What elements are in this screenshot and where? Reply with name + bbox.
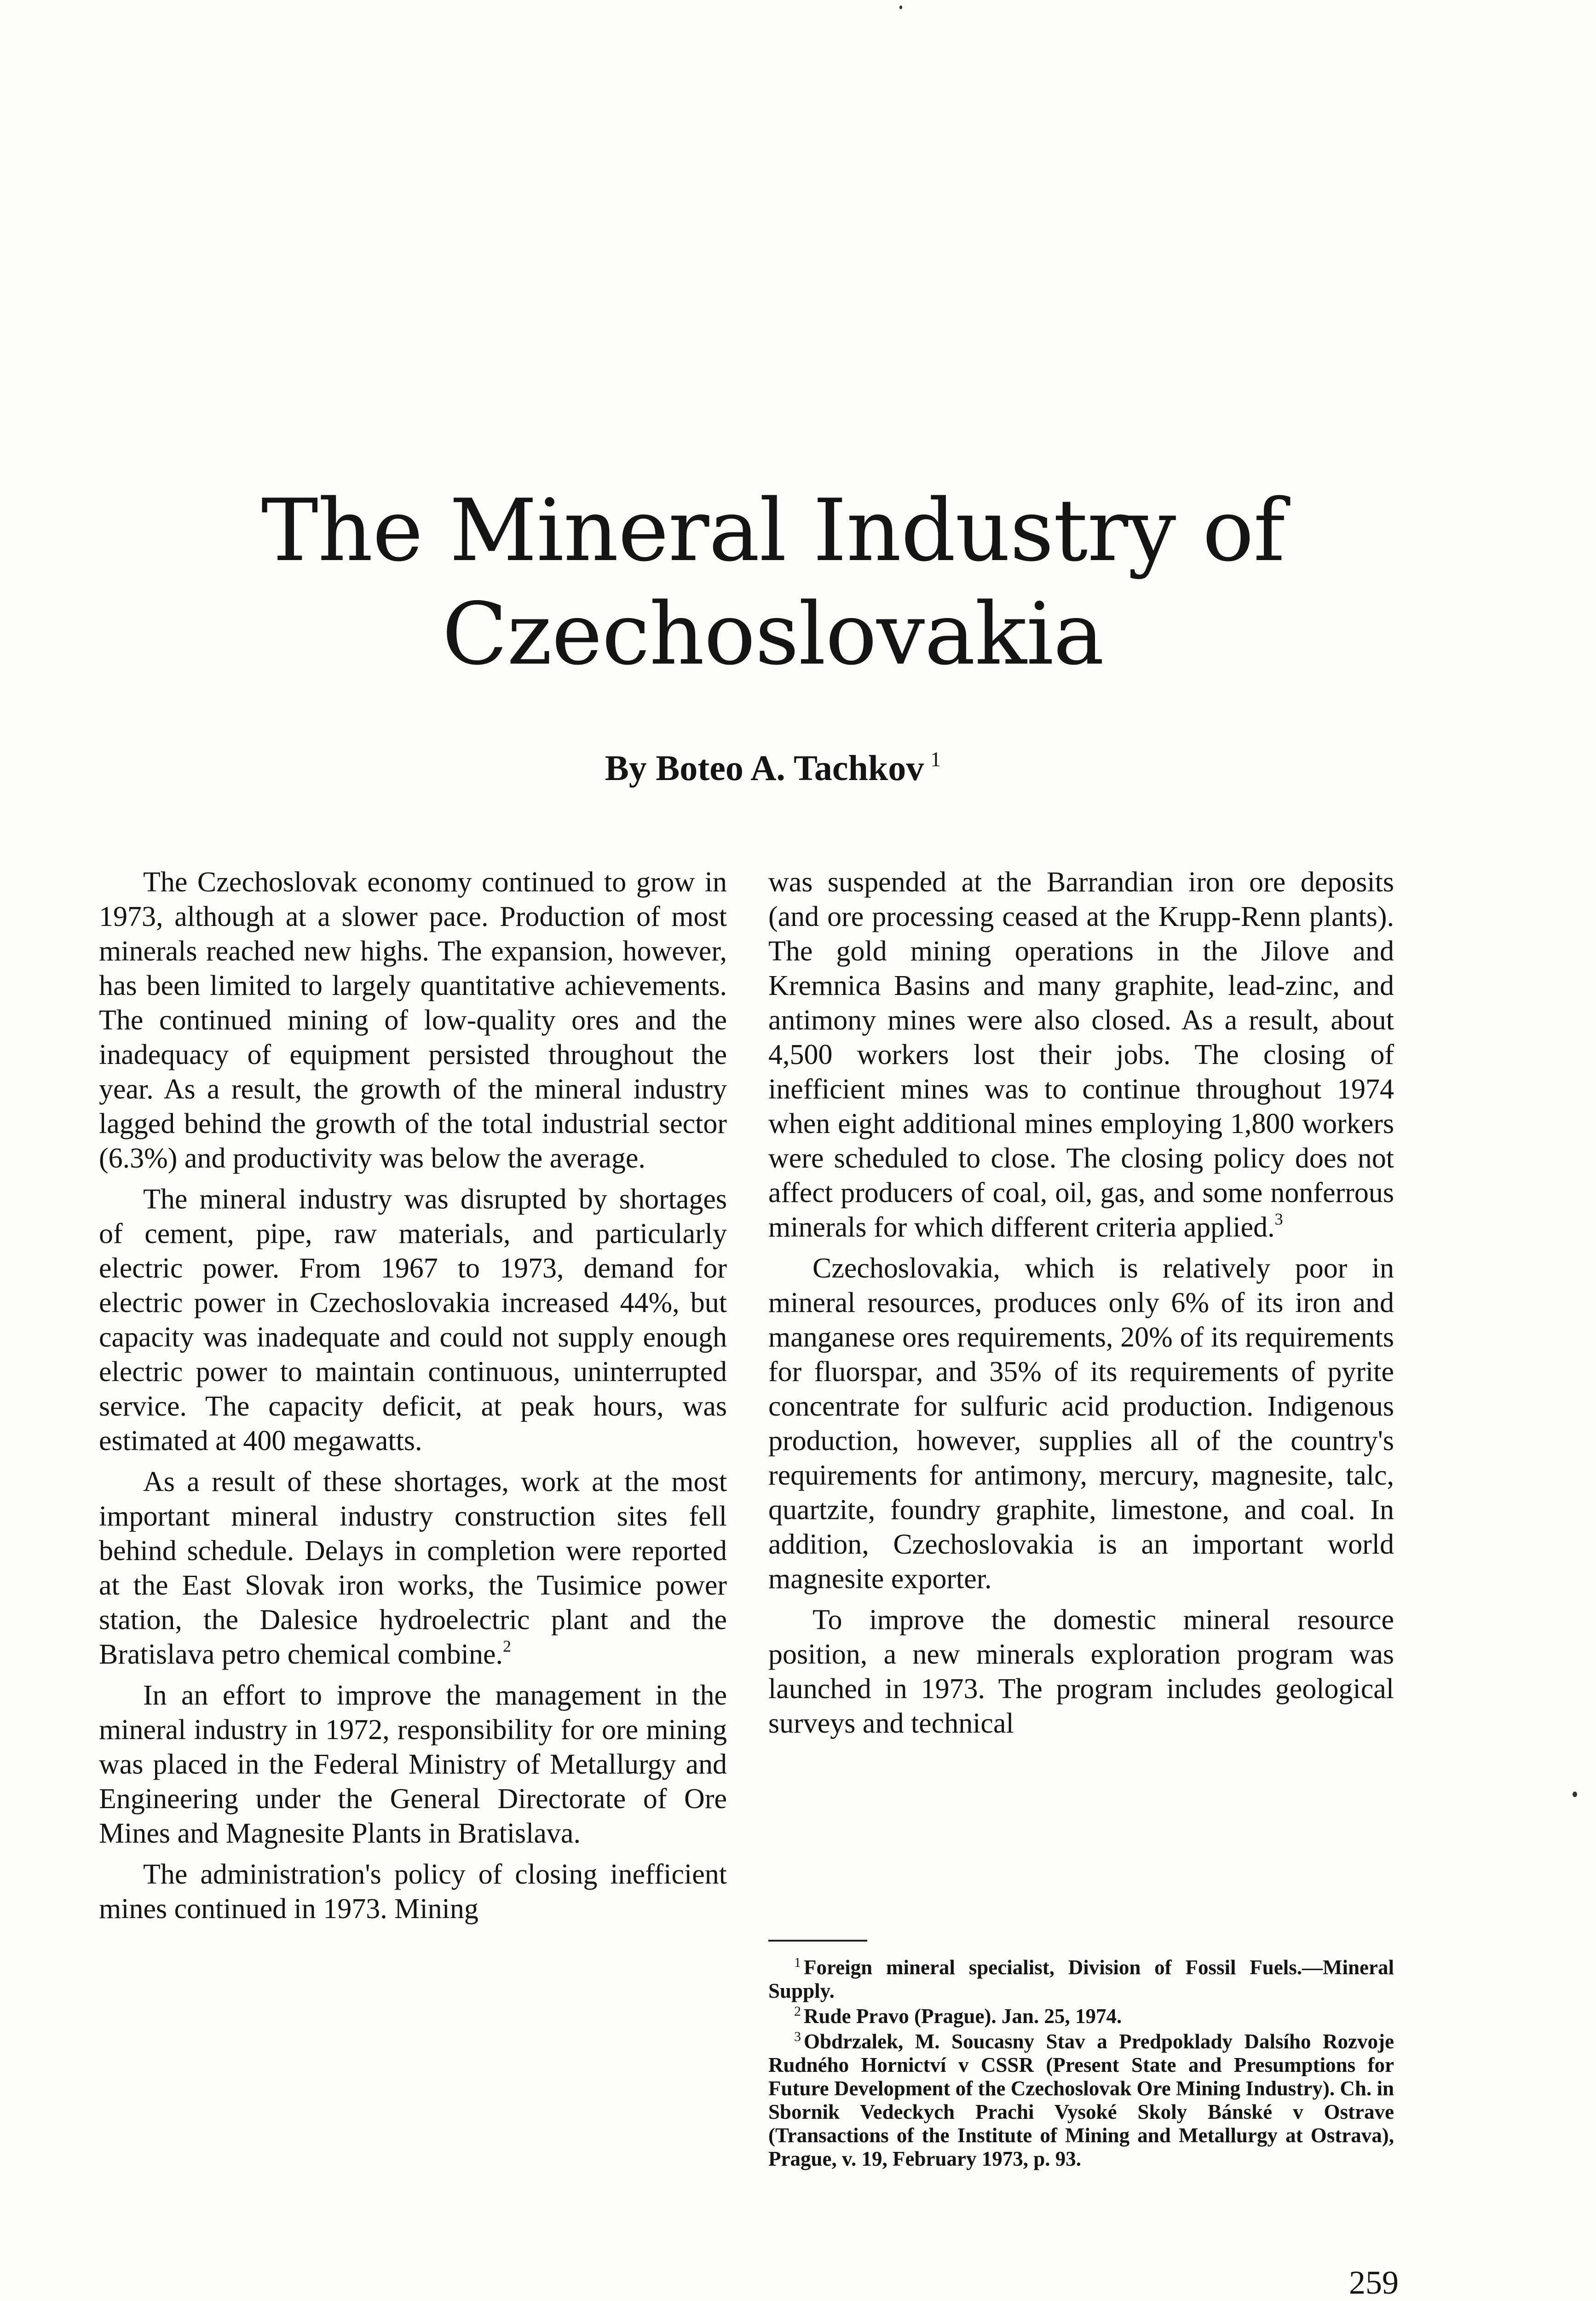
author-footnote-marker: 1 (930, 747, 941, 771)
footnote (768, 1956, 1394, 2003)
right-column (768, 865, 1394, 1741)
title-line-1: The Mineral Industry of (261, 480, 1285, 580)
footnote-number: 1 (794, 1955, 801, 1970)
author-byline (230, 736, 1316, 791)
page-number: 259 (1349, 2264, 1399, 2301)
footnote-text: Rude Pravo (Prague). Jan. 25, 1974. (804, 2005, 1122, 2028)
footnote-text: Obdrzalek, M. Soucasny Stav a Predpoklady Dalsího Rozvoje Rudného Hornictví v CSSR (Present State and Presumptions for Future Development of the Czechoslovak Ore Mining Industry). Ch. in Sbornik Vedeckych Prachi Vysoké Skoly Bánské v Ostrave (Transactions of the Institute of Mining and Metallurgy at Ostrava), Prague, v. 19, February 1973, p. 93. (768, 2030, 1394, 2170)
left-column (99, 865, 727, 1926)
footnote-text: Foreign mineral specialist, Division of Fossil Fuels.—Mineral Supply. (768, 1956, 1394, 2002)
footnote-divider (768, 1940, 867, 1942)
paragraph (768, 865, 1394, 1245)
footnote (768, 2030, 1394, 2171)
footnote-number: 2 (794, 2004, 801, 2019)
paragraph (99, 1465, 727, 1672)
paragraph: The mineral industry was disrupted by shortages of cement, pipe, raw materials, and particularly electric power. From 1967 to 1973, demand for electric power in Czechoslovakia increased 44%, but capacity was inadequate and could not supply enough electric power to maintain continuous, uninterrupted service. The capacity deficit, at peak hours, was estimated at 400 megawatts. (99, 1184, 727, 1457)
paragraph: To improve the domestic mineral resource position, a new minerals exploration program was launched in 1973. The program includes geological surveys and technical (768, 1604, 1394, 1739)
footnote (768, 2005, 1394, 2028)
scan-speck (1573, 1792, 1577, 1797)
footnotes (768, 1956, 1394, 2171)
paragraph: Czechoslovakia, which is relatively poor in mineral resources, produces only 6% of its iron and manganese ores requirements, 20% of its requirements for fluorspar, and 35% of its requirements of pyrite concentrate for sulfuric acid production. Indigenous production, however, supplies all of the country's requirements for antimony, mercury, magnesite, talc, quartzite, foundry graphite, limestone, and coal. In addition, Czechoslovakia is an important world magnesite exporter. (768, 1253, 1394, 1595)
title-line-2: Czechoslovakia (442, 584, 1104, 684)
footnote-marker: 2 (503, 1637, 511, 1655)
paragraph: The administration's policy of closing inefficient mines continued in 1973. Mining (99, 1859, 727, 1925)
footnote-number: 3 (794, 2029, 801, 2044)
paragraph-text: was suspended at the Barrandian iron ore deposits (and ore processing ceased at the Krupp-Renn plants). The gold mining operations in the Jilove and Kremnica Basins and many graphite, lead-zinc, and antimony mines were also closed. As a result, about 4,500 workers lost their jobs. The closing of inefficient mines was to continue throughout 1974 when eight additional mines employing 1,800 workers were scheduled to close. The closing policy does not affect producers of coal, oil, gas, and some nonferrous minerals for which different criteria applied. (768, 867, 1394, 1243)
scan-speck (899, 6, 902, 9)
paragraph: The Czechoslovak economy continued to grow in 1973, although at a slower pace. Production of most minerals reached new highs. The expansion, however, has been limited to largely quantitative achievements. The continued mining of low-quality ores and the inadequacy of equipment persisted throughout the year. As a result, the growth of the mineral industry lagged behind the growth of the total industrial sector (6.3%) and productivity was below the average. (99, 867, 727, 1174)
paragraph: In an effort to improve the management in the mineral industry in 1972, responsibility for ore mining was placed in the Federal Ministry of Metallurgy and Engineering under the General Directorate of Ore Mines and Magnesite Plants in Bratislava. (99, 1680, 727, 1849)
article-title (230, 479, 1316, 686)
paragraph-text: As a result of these shortages, work at the most important mineral industry construction sites fell behind schedule. Delays in completion were reported at the East Slovak iron works, the Tusimice power station, the Dalesice hydroelectric plant and the Bratislava petro chemical combine. (99, 1466, 727, 1670)
footnote-marker: 3 (1274, 1210, 1283, 1228)
author-name: By Boteo A. Tachkov (605, 748, 924, 788)
